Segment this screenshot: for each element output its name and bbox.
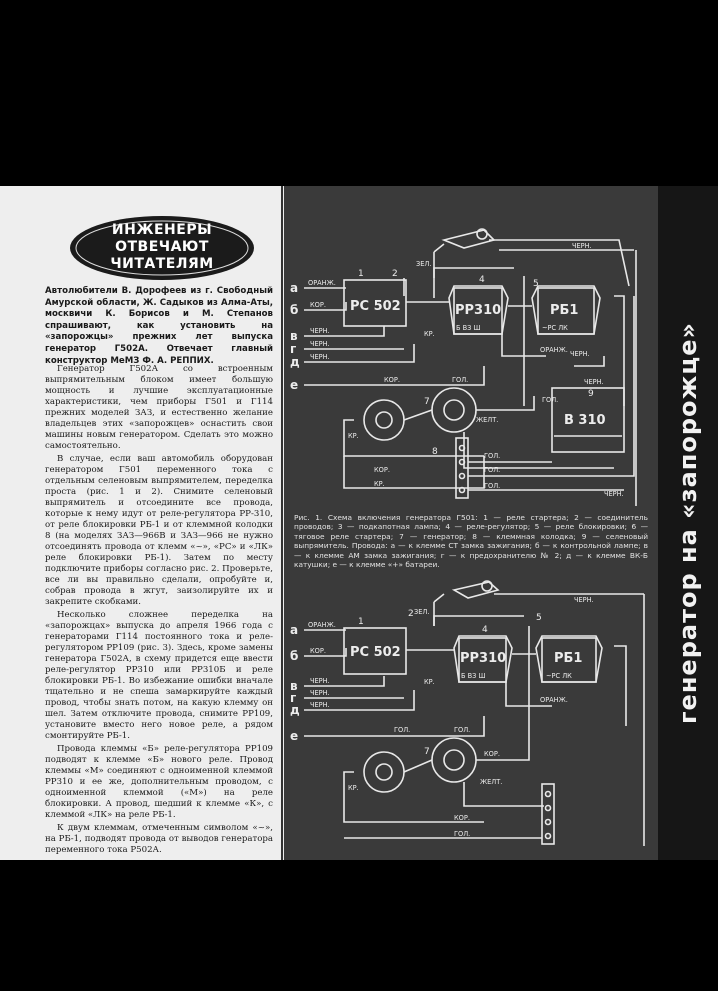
- diagram-1-labels: [290, 242, 624, 498]
- wire-tag: КР.: [424, 330, 435, 338]
- rb1-label: РБ1: [554, 651, 583, 666]
- diagram-2-labels: [290, 596, 594, 838]
- wire-tag: ГОЛ.: [454, 830, 471, 838]
- article-body: [45, 364, 273, 858]
- wiring-diagram-1: [284, 206, 658, 511]
- wire-tag: ЧЕРН.: [310, 327, 330, 335]
- callout-4: 4: [482, 625, 488, 635]
- rb1-terminals: ~РС ЛК: [546, 672, 572, 680]
- rubric-line-1: ИНЖЕНЕРЫ: [111, 222, 213, 238]
- wire-tag: КОР.: [384, 376, 400, 384]
- callout-5: 5: [536, 613, 542, 623]
- article-intro: Автолюбители В. Дорофеев из г. Свободный Амурской области, Ж. Садыков из Алма-Аты, москвичи К. Борисов и М. Степанов спрашивают, как установить на «запорожцы» прежних лет выпуска генератор Г502А. Отвечает главный конструктор МеМЗ Ф. А. РЕППИХ.: [45, 286, 273, 366]
- diagram-1-wires: [304, 229, 636, 506]
- lead-letter-a: а: [290, 281, 299, 295]
- wire-tag: ГОЛ.: [454, 726, 471, 734]
- wiring-diagram-2: [284, 576, 658, 860]
- wire-tag: КР.: [374, 480, 385, 488]
- callout-5: 5: [533, 279, 539, 289]
- wire-tag: ОРАНЖ.: [308, 621, 336, 629]
- callout-2: 2: [392, 269, 398, 279]
- paragraph: В случае, если ваш автомобиль оборудован генератором Г501 переменного тока с отдельным селеновым выпрямителем, переделка проста (рис. 1 и 2). Снимите селеновый выпрямитель и отсоедините все провода, которые к нему идут от реле-регулятора РР-310, от реле блокировки РБ-1 и от клеммной колодки 8 (на моделях ЗАЗ—966В и ЗАЗ—966 не нужно отсоединять провода от клемм «~», «РС» и «ЛК» реле блокировки РБ-1). Затем по месту подключите приборы согласно рис. 2. Проверьте, все ли вы правильно сделали, опробуйте и, собрав провода в жгут, заизолируйте их и закрепите скобками.: [45, 454, 273, 607]
- lead-letter-a: а: [290, 623, 299, 637]
- callout-1: 1: [358, 269, 364, 279]
- paragraph: Генератор Г502А со встроенным выпрямительным блоком имеет большую мощность и лучшие эксплуатационные характеристики, чем приборы Г501 и Г114 прежних моделей ЗАЗ, и естественно желание владельцев этих «запорожцев» оснастить свои машины новым генератором. Сделать это можно самостоятельно.: [45, 364, 273, 451]
- v310-label: В 310: [564, 413, 606, 428]
- paragraph: К двум клеммам, отмеченным символом «~», на РБ-1, подводят провода от выводов генератора переменного тока Р502А.: [45, 823, 273, 855]
- callout-8: 8: [432, 447, 438, 457]
- figure-caption: Рис. 1. Схема включения генератора Г501: 1 — реле стартера; 2 — соединитель проводов; 3 — подкапотная лампа; 4 — реле-регулятор; 5 — реле блокировки; 6 — тяговое реле стартера; 7 — генератор; 8 — клеммная колодка; 9 — селеновый выпрямитель. Провода: а — к клемме СТ замка зажигания; б — к контрольной лампе; в — к клемме АМ замка зажигания; г — к предохранителю № 2; д — к клемме ВК-Б катушки; е — к клемме «+» батареи.: [294, 513, 648, 570]
- diagram-panel: [284, 186, 658, 860]
- wire-tag: ЖЕЛТ.: [480, 778, 503, 786]
- callout-7: 7: [424, 397, 430, 407]
- wire-tag: КОР.: [484, 750, 500, 758]
- callout-2: 2: [408, 609, 414, 619]
- diagram-2-wires: [304, 581, 644, 846]
- wire-tag: ГОЛ.: [484, 482, 501, 490]
- vertical-title-strip: [658, 186, 718, 860]
- wire-tag: ГОЛ.: [484, 466, 501, 474]
- wire-tag: ЧЕРН.: [604, 490, 624, 498]
- wire-tag: КР.: [424, 678, 435, 686]
- lead-letter-g: г: [290, 691, 297, 705]
- wire-tag: ОРАНЖ.: [540, 696, 568, 704]
- wire-tag: КОР.: [454, 814, 470, 822]
- wire-tag: ЗЕЛ.: [416, 260, 432, 268]
- wire-tag: КР.: [348, 784, 359, 792]
- lead-letter-b: б: [290, 303, 299, 317]
- wire-tag: ЧЕРН.: [310, 340, 330, 348]
- rs502-label: РС 502: [350, 299, 401, 314]
- wire-tag: ОРАНЖ.: [308, 279, 336, 287]
- rr310-label: РР310: [460, 651, 507, 666]
- rubric-line-2: ОТВЕЧАЮТ: [115, 239, 209, 255]
- wire-tag: ЧЕРН.: [574, 596, 594, 604]
- article-column: [43, 186, 281, 860]
- lead-letter-b: б: [290, 649, 299, 663]
- rubric-logo: [68, 214, 256, 282]
- wire-tag: ЖЕЛТ.: [476, 416, 499, 424]
- paragraph: Провода клеммы «Б» реле-регулятора РР109 подводят к клемме «Б» нового реле. Провод клеммы «М» соединяют с одноименной клеммой РР310 и ее же, дополнительным проводом, с одноименной клеммой («М») на реле блокировки. А провод, шедший к клемме «К», с клеммой «ЛК» на реле РБ-1.: [45, 744, 273, 820]
- lead-letter-e: е: [290, 378, 299, 392]
- wire-tag: ГОЛ.: [542, 396, 559, 404]
- wire-tag: ОРАНЖ.: [540, 346, 568, 354]
- callout-9: 9: [588, 389, 594, 399]
- wire-tag: КР.: [348, 432, 359, 440]
- article-title: генератор на «запорожце»: [674, 322, 702, 724]
- paragraph: Несколько сложнее переделка на «запорожцах» выпуска до апреля 1966 года с генераторами Г114 постоянного тока и реле-регулятором РР109 (рис. 3). Здесь, кроме замены генератора Г502А, в схему придется еще ввести реле-регулятор РР310 или РР310Б и реле блокировки РБ-1. Во избежание ошибки вначале тщательно и не спеша замаркируйте каждый провод, чтобы знать потом, на какую клемму он шел. Затем отключите провода, снимите РР109, установите вместо него новое реле, а рядом смонтируйте РБ-1.: [45, 610, 273, 741]
- lead-letter-v: в: [290, 679, 298, 693]
- lead-letter-e: е: [290, 729, 299, 743]
- rr310-label: РР310: [455, 303, 502, 318]
- lead-letter-v: в: [290, 329, 298, 343]
- wire-tag: ГОЛ.: [394, 726, 411, 734]
- wire-tag: ЧЕРН.: [584, 378, 604, 386]
- wire-tag: ГОЛ.: [484, 452, 501, 460]
- lead-letter-d: д: [290, 703, 300, 717]
- callout-7: 7: [424, 747, 430, 757]
- wire-tag: ЧЕРН.: [572, 242, 592, 250]
- wire-tag: ЗЕЛ.: [414, 608, 430, 616]
- rb1-label: РБ1: [550, 303, 579, 318]
- callout-1: 1: [358, 617, 364, 627]
- wire-tag: ЧЕРН.: [570, 350, 590, 358]
- wire-tag: КОР.: [310, 647, 326, 655]
- lead-letter-g: г: [290, 342, 297, 356]
- wire-tag: ЧЕРН.: [310, 677, 330, 685]
- lead-letter-d: д: [290, 355, 300, 369]
- wire-tag: КОР.: [310, 301, 326, 309]
- rubric-line-3: ЧИТАТЕЛЯМ: [110, 256, 214, 272]
- rb1-terminals: ~РС ЛК: [542, 324, 568, 332]
- rr310-terminals: Б ВЗ Ш: [456, 324, 481, 332]
- magazine-page: [0, 186, 718, 860]
- wire-tag: ЧЕРН.: [310, 701, 330, 709]
- wire-tag: ЧЕРН.: [310, 689, 330, 697]
- callout-4: 4: [479, 275, 485, 285]
- wire-tag: КОР.: [374, 466, 390, 474]
- rs502-label: РС 502: [350, 645, 401, 660]
- column-divider: [281, 186, 283, 860]
- wire-tag: ЧЕРН.: [310, 353, 330, 361]
- wire-tag: ГОЛ.: [452, 376, 469, 384]
- rr310-terminals: Б ВЗ Ш: [461, 672, 486, 680]
